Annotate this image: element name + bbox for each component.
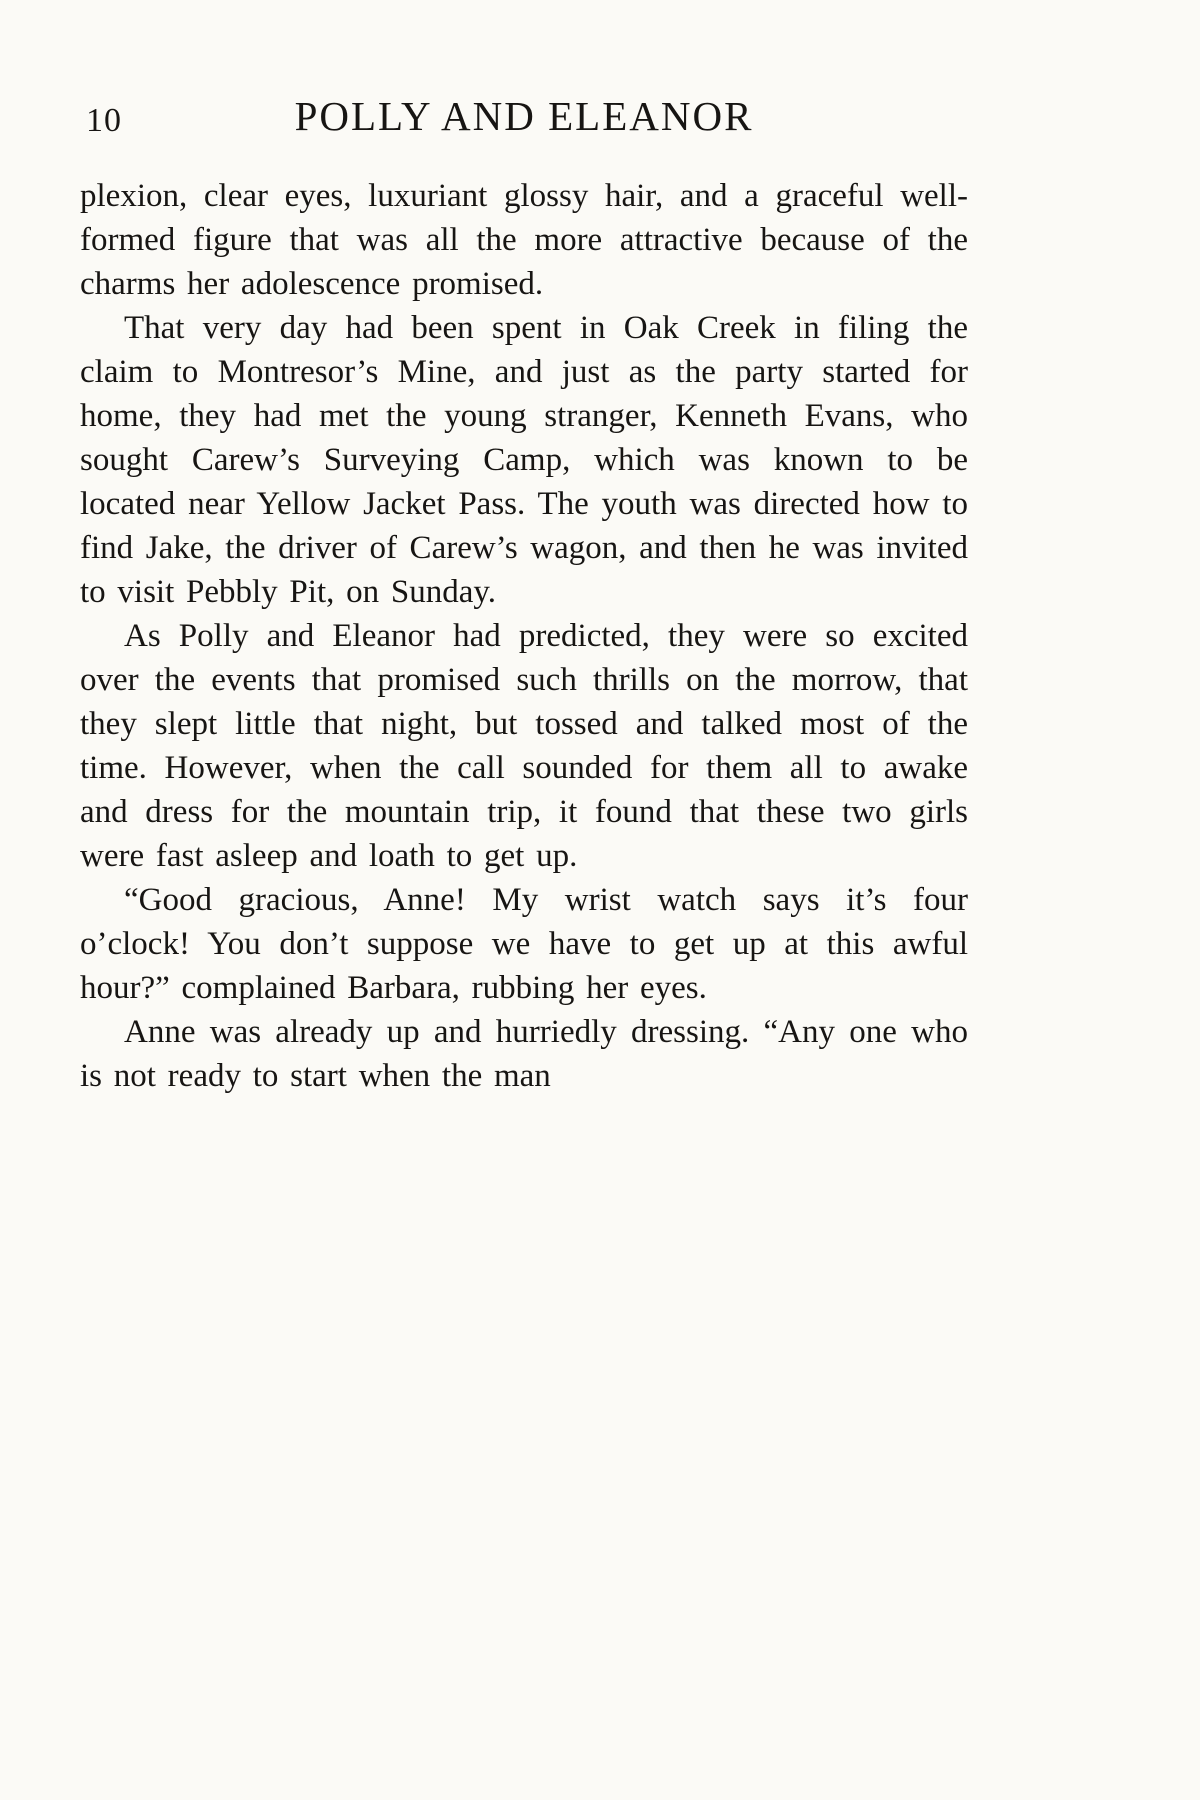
- page-number: 10: [86, 102, 122, 139]
- paragraph: “Good gracious, Anne! My wrist watch says it’s four o’clock! You don’t suppose we have to get up at this awful hour?” complained Barbara, rubbing her eyes.: [80, 882, 968, 1006]
- paragraph: That very day had been spent in Oak Creek in filing the claim to Montresor’s Mine, and just as the party started for home, they had met the young stranger, Kenneth Evans, who sought Carew’s Surveying Camp, which was known to be located near Yellow Jacket Pass. The youth was directed how to find Jake, the driver of Carew’s wagon, and then he was invited to visit Pebbly Pit, on Sunday.: [80, 310, 968, 610]
- paragraph: As Polly and Eleanor had predicted, they were so excited over the events that promised such thrills on the morrow, that they slept little that night, but tossed and talked most of the time. However, when the call sounded for them all to awake and dress for the mountain trip, it found that these two girls were fast asleep and loath to get up.: [80, 618, 968, 874]
- book-page: [80, 92, 968, 1098]
- paragraph: plexion, clear eyes, luxuriant glossy hair, and a graceful well-formed figure that was all the more attractive because of the charms her adolescence promised.: [80, 178, 968, 302]
- paragraph: Anne was already up and hurriedly dressing. “Any one who is not ready to start when the man: [80, 1014, 968, 1094]
- page-header: [80, 92, 968, 148]
- running-title: POLLY AND ELEANOR: [294, 93, 754, 139]
- page-body: [80, 174, 968, 1098]
